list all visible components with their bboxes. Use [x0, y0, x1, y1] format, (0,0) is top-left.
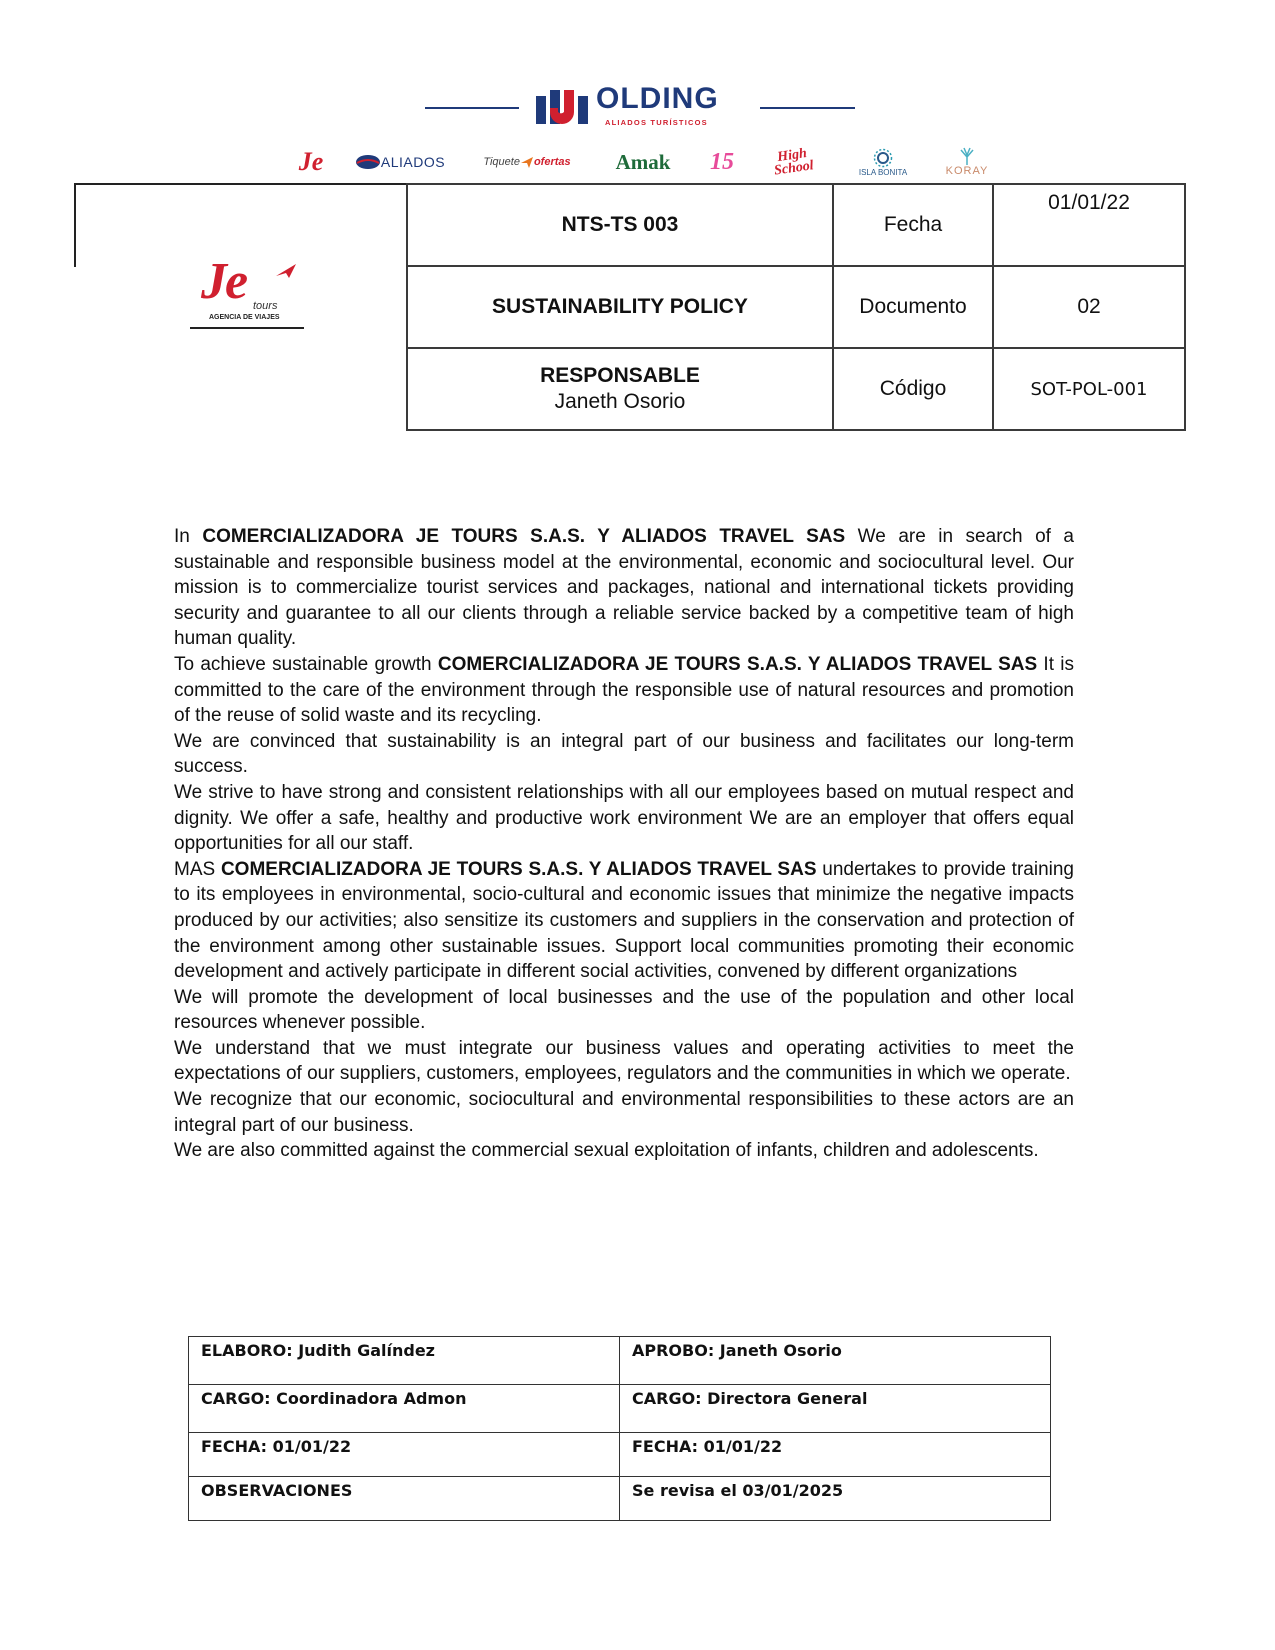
- partner-logo-koray: [935, 140, 999, 184]
- table-row: [189, 1337, 1051, 1385]
- company-name: COMERCIALIZADORA JE TOURS S.A.S. Y ALIADOS TRAVEL SAS: [220, 858, 817, 880]
- responsible-cell: [407, 348, 833, 430]
- policy-paragraph: [174, 524, 1074, 652]
- approved-by-role: CARGO: Directora General: [620, 1385, 1051, 1433]
- document-header-table: [406, 183, 1186, 431]
- text-run: In: [174, 526, 203, 547]
- partner-logo-aliados: [352, 140, 448, 184]
- je-logo-mark: Je: [201, 253, 247, 310]
- prepared-by: ELABORO: Judith Galíndez: [189, 1337, 620, 1385]
- je-logo-underline: [190, 327, 304, 329]
- sun-icon: [873, 148, 893, 168]
- partner-ofertas-label: ofertas: [533, 156, 571, 168]
- review-note: Se revisa el 03/01/2025: [620, 1477, 1051, 1521]
- code-value-cell: [993, 348, 1185, 430]
- prepared-by-role: CARGO: Coordinadora Admon: [189, 1385, 620, 1433]
- text-run: MAS: [174, 858, 221, 880]
- table-row: [189, 1385, 1051, 1433]
- document-label: Documento: [833, 266, 993, 348]
- policy-paragraph: We are also committed against the commercial sexual exploitation of infants, children and adolescents.: [174, 1140, 1039, 1162]
- policy-paragraph: We strive to have strong and consistent relationships with all our employees based on mutual respect and dignity. We offer a safe, healthy and productive work environment We are an employer that offers equal opportunities for all our staff.: [174, 781, 1074, 855]
- responsible-label: RESPONSABLE: [540, 364, 700, 387]
- policy-paragraph: We are convinced that sustainability is an integral part of our business and facilitates our long-term success.: [174, 730, 1074, 778]
- je-tours-logo: [187, 254, 307, 336]
- partner-tiquete-label: Tiquete: [483, 156, 520, 168]
- partner-logos: [270, 140, 1010, 184]
- header-row: [407, 348, 1185, 430]
- partner-logo-tiquete-ofertas: [468, 140, 586, 184]
- text-run: We are in search of a sustainable and responsible business model at the environmental, economic and sociocultural level. Our mission is to commercialize tourist services and packages, national and international tickets providing security and guarantee to all our clients through a reliable service backed by a competitive team of high human quality.: [174, 526, 1075, 650]
- je-logo-sub: tours: [253, 300, 278, 312]
- table-row: [189, 1433, 1051, 1477]
- brand-divider-right: [760, 107, 855, 109]
- date-value-cell: [993, 184, 1185, 266]
- doc-title: SUSTAINABILITY POLICY: [407, 266, 833, 348]
- coral-icon: [956, 147, 978, 165]
- partner-logo-amak: Amak: [615, 149, 671, 174]
- brand-divider-left: [425, 107, 519, 109]
- policy-body: [174, 524, 1074, 1164]
- table-row: [189, 1477, 1051, 1521]
- doc-code: NTS-TS 003: [407, 184, 833, 266]
- partner-isla-label: ISLA BONITA: [858, 167, 908, 177]
- je-logo-agency: AGENCIA DE VIAJES: [209, 314, 280, 321]
- policy-paragraph: [174, 857, 1074, 985]
- code-label: Código: [833, 348, 993, 430]
- partner-koray-label: KORAY: [945, 165, 989, 177]
- text-run: To achieve sustainable growth: [174, 653, 438, 675]
- partner-logo-je: Je: [298, 147, 324, 176]
- policy-paragraph: We will promote the development of local businesses and the use of the population and other local resources whenever possible.: [174, 986, 1074, 1034]
- policy-paragraph: We understand that we must integrate our business values and operating activities to meet the expectations of our suppliers, customers, employees, regulators and the communities in which we operate.: [174, 1037, 1074, 1085]
- header-row: [407, 184, 1185, 266]
- company-name: COMERCIALIZADORA JE TOURS S.A.S. Y ALIADOS TRAVEL SAS: [437, 653, 1038, 675]
- text-run: undertakes to provide training to its employees in environmental, socio-cultural and economic issues that minimize the negative impacts produced by our activities; also sensitize its customers and suppliers in the conservation and protection of the environment among other sustainable issues. Support local communities promoting their economic development and actively participate in different social activities, convened by different organizations: [174, 858, 1074, 983]
- document-value: 02: [993, 266, 1185, 348]
- brand-name: OLDING: [596, 82, 719, 115]
- plane-icon: [520, 155, 534, 169]
- holding-logo-icon: [534, 86, 600, 130]
- partner-logo-high-school: High School: [773, 146, 815, 179]
- prepared-date: FECHA: 01/01/22: [189, 1433, 620, 1477]
- approved-by: APROBO: Janeth Osorio: [620, 1337, 1051, 1385]
- observations-label: OBSERVACIONES: [189, 1477, 620, 1521]
- partner-logo-isla-bonita: [845, 140, 921, 184]
- header-row: [407, 266, 1185, 348]
- approval-table: [188, 1336, 1051, 1521]
- date-value: 01/01/22: [1048, 191, 1130, 214]
- policy-paragraph: We recognize that our economic, sociocultural and environmental responsibilities to these actors are an integral part of our business.: [174, 1089, 1074, 1136]
- policy-paragraph: [174, 652, 1074, 729]
- plane-icon: [275, 262, 297, 280]
- brand-tagline: ALIADOS TURÍSTICOS: [605, 118, 708, 127]
- text-run: It is committed to the care of the environment through the responsible use of natural resources and promotion of the reuse of solid waste and its recycling.: [174, 653, 1074, 727]
- company-name: COMERCIALIZADORA JE TOURS S.A.S. Y ALIADOS TRAVEL SAS: [202, 526, 846, 547]
- partner-logo-15: 15: [710, 148, 734, 175]
- holding-brand-header: [0, 84, 1275, 134]
- code-value: SOT-POL-001: [1030, 379, 1148, 400]
- approved-date: FECHA: 01/01/22: [620, 1433, 1051, 1477]
- partner-aliados-label: ALIADOS: [380, 154, 446, 170]
- date-label: Fecha: [833, 184, 993, 266]
- globe-icon: [355, 154, 381, 170]
- responsible-name: Janeth Osorio: [554, 390, 686, 413]
